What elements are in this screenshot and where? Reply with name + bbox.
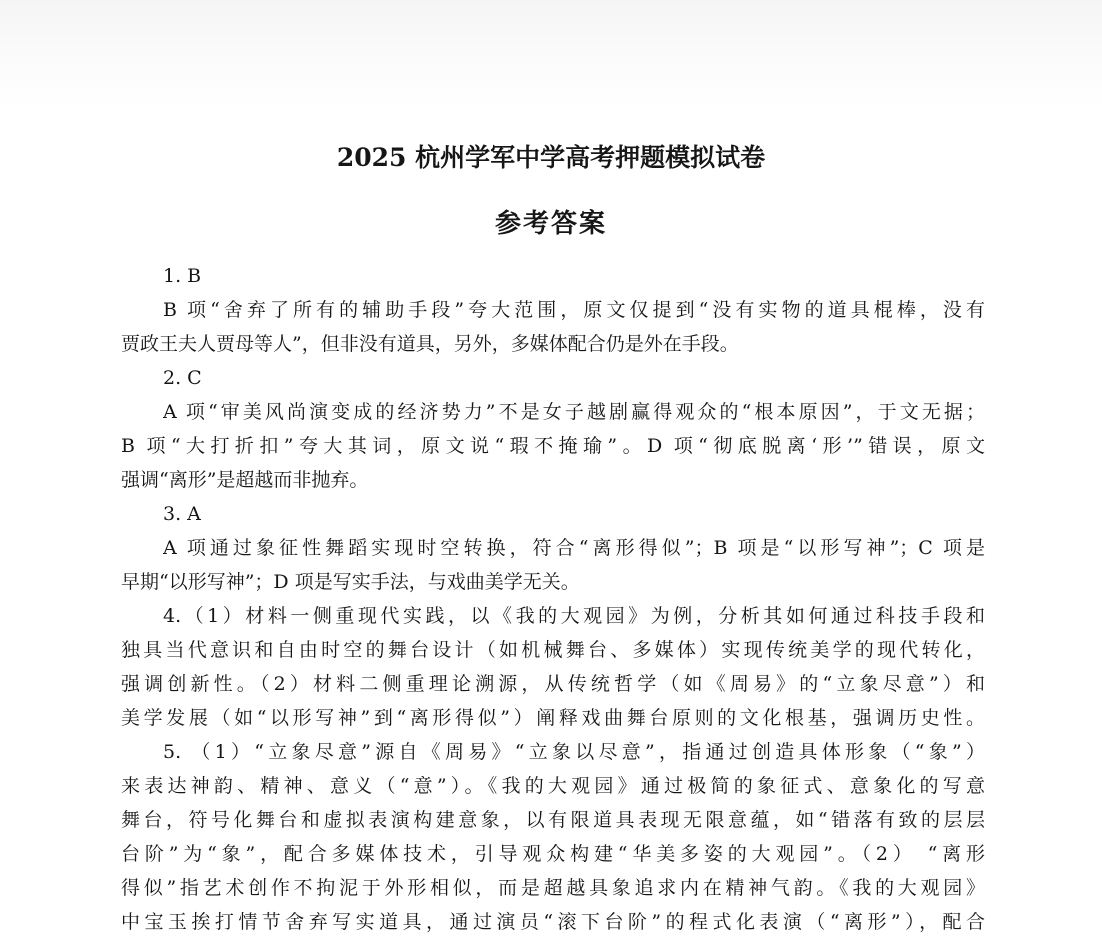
- answer-line: 中宝玉挨打情节舍弃写实道具，通过演员“滚下台阶”的程式化表演（“离形”），配合: [121, 911, 985, 933]
- answer-line: 得似”指艺术创作不拘泥于外形相似，而是超越具象追求内在精神气韵。《我的大观园》: [121, 877, 985, 899]
- answer-line: 舞台，符号化舞台和虚拟表演构建意象，以有限道具表现无限意蕴，如“错落有致的层层: [121, 809, 985, 831]
- answer-line: A 项通过象征性舞蹈实现时空转换，符合“离形得似”；B 项是“以形写神”；C 项是: [163, 537, 985, 559]
- answer-line: 1. B: [163, 265, 202, 287]
- answer-line: 强调创新性。（2）材料二侧重理论溯源，从传统哲学（如《周易》的“立象尽意”）和: [121, 673, 985, 695]
- document-subtitle: 参考答案: [494, 209, 607, 239]
- answer-line: 早期“以形写神”；D 项是写实手法，与戏曲美学无关。: [121, 571, 580, 593]
- answer-line: B 项“大打折扣”夸大其词，原文说“瑕不掩瑜”。D 项“彻底脱离‘形’”错误，原文: [121, 435, 985, 457]
- answer-line: A 项“审美风尚演变成的经济势力”不是女子越剧赢得观众的“根本原因”，于文无据；: [163, 401, 985, 423]
- answer-line: 4.（1）材料一侧重现代实践，以《我的大观园》为例，分析其如何通过科技手段和: [163, 605, 985, 627]
- document-title: 2025 杭州学军中学高考押题模拟试卷: [336, 143, 766, 172]
- answer-line: 2. C: [163, 367, 202, 389]
- answer-line: 独具当代意识和自由时空的舞台设计（如机械舞台、多媒体）实现传统美学的现代转化，: [121, 639, 985, 661]
- answer-line: 来表达神韵、精神、意义（“意”）。《我的大观园》通过极简的象征式、意象化的写意: [121, 775, 985, 797]
- answer-line: 美学发展（如“以形写神”到“离形得似”）阐释戏曲舞台原则的文化根基，强调历史性。: [121, 707, 985, 729]
- answer-line: 台阶”为“象”，配合多媒体技术，引导观众构建“华美多姿的大观园”。（2） “离形: [121, 843, 985, 865]
- answer-line: 5. （1）“立象尽意”源自《周易》“立象以尽意”，指通过创造具体形象（“象”）: [163, 741, 985, 763]
- answer-line: 贾政王夫人贾母等人”，但非没有道具，另外，多媒体配合仍是外在手段。: [121, 333, 739, 355]
- answer-body: [121, 259, 985, 939]
- answer-line: B 项“舍弃了所有的辅助手段”夸大范围，原文仅提到“没有实物的道具棍棒，没有: [163, 299, 985, 321]
- answer-line: 3. A: [163, 503, 201, 525]
- answer-line: 强调“离形”是超越而非抛弃。: [121, 469, 369, 491]
